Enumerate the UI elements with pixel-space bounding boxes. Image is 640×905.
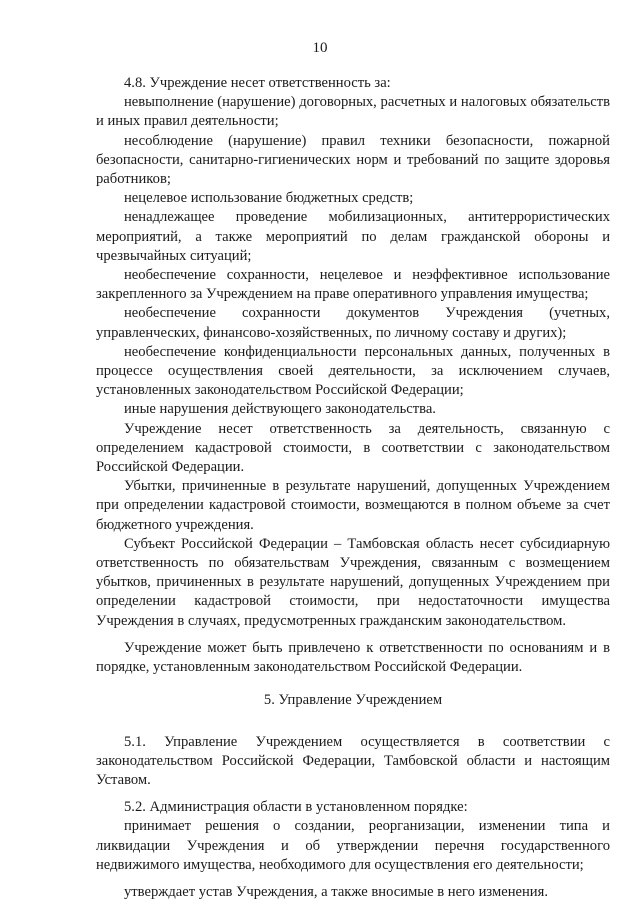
document-body [96,74,610,902]
page-number: 10 [312,40,328,56]
list-item: необеспечение сохранности, нецелевое и неэффективное использование закрепленного за Учреждением на праве оперативного управления имущества; [96,267,610,303]
clause-4-8-heading: 4.8. Учреждение несет ответственность за: [124,75,391,91]
list-item: необеспечение конфиденциальности персональных данных, полученных в процессе осуществления своей деятельности, за исключением случаев, установленных законодательством Российской Федерации; [96,343,610,399]
paragraph: Учреждение несет ответственность за деятельность, связанную с определением кадастровой стоимости, в соответствии с законодательством Российской Федерации. [96,420,610,476]
list-item: ненадлежащее проведение мобилизационных, антитеррористических мероприятий, а также мероприятий по делам гражданской обороны и чрезвычайных ситуаций; [96,209,610,264]
list-item: утверждает устав Учреждения, а также вносимые в него изменения. [124,883,548,900]
list-item: несоблюдение (нарушение) правил техники безопасности, пожарной безопасности, санитарно-гигиенических норм и требований по защите здоровья работников; [96,132,610,188]
paragraph: Убытки, причиненные в результате нарушений, допущенных Учреждением при определении кадастровой стоимости, возмещаются в полном объеме за счет бюджетного учреждения. [96,478,610,533]
list-item: невыполнение (нарушение) договорных, расчетных и налоговых обязательств и иных правил деятельности; [96,94,610,130]
list-item: нецелевое использование бюджетных средств; [124,190,414,207]
clause-5-1: 5.1. Управление Учреждением осуществляется в соответствии с законодательством Российской Федерации, Тамбовской области и настоящим Уставом. [96,733,610,788]
section-heading: 5. Управление Учреждением [263,692,443,709]
paragraph: Субъект Российской Федерации – Тамбовская область несет субсидиарную ответственность по обязательствам Учреждения, связанным с возмещением убытков, причиненных в результате нарушений, допущенных Учреждением при определении кадастровой стоимости, при недостаточности имущества Учреждения в случаях, предусмотренных гражданским законодательством. [96,535,610,629]
list-item: принимает решения о создании, реорганизации, изменении типа и ликвидации Учреждения и об утверждении перечня государственного недвижимого имущества, необходимого для осуществления его деятельности; [96,818,610,873]
paragraph: Учреждение может быть привлечено к ответственности по основаниям и в порядке, установленным законодательством Российской Федерации. [96,639,610,676]
list-item: иные нарушения действующего законодательства. [124,401,436,418]
clause-5-2: 5.2. Администрация области в установленном порядке: [124,799,468,816]
list-item: необеспечение сохранности документов Учреждения (учетных, управленческих, финансово-хозяйственных, по личному составу и других); [96,305,610,341]
